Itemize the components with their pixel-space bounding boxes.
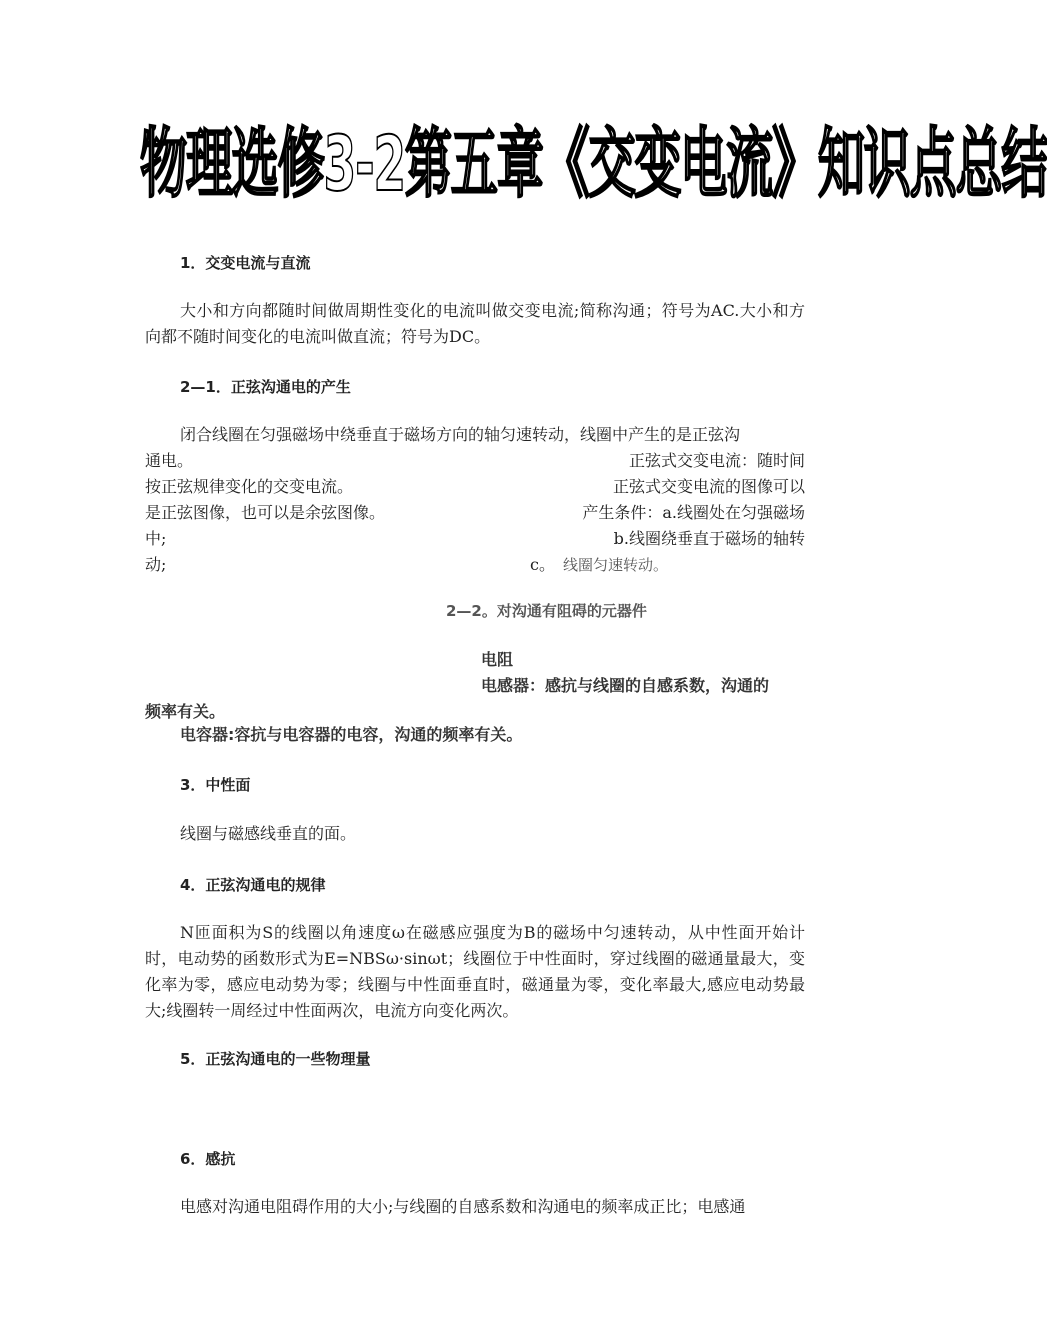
- section-2-1-line2: [145, 448, 805, 474]
- line6-c: c。: [530, 555, 555, 574]
- line2-right: 正弦式交变电流：随时间: [628, 451, 805, 470]
- line5-left: 中;: [145, 529, 167, 548]
- resistor-label: 电阻: [481, 650, 514, 669]
- section-1-heading: 1．交变电流与直流: [180, 254, 311, 272]
- inductor-line1: 电感器：感抗与线圈的自感系数，沟通的: [481, 676, 770, 695]
- section-5-heading: 5．正弦沟通电的一些物理量: [180, 1050, 371, 1068]
- section-2-1-heading: 2—1．正弦沟通电的产生: [180, 378, 351, 396]
- section-2-1-line4: [145, 500, 805, 526]
- line3-right: 正弦式交变电流的图像可以: [612, 477, 805, 496]
- section-2-2-heading: 2—2。对沟通有阻碍的元器件: [446, 602, 647, 620]
- section-4-body: N匝面积为S的线圈以角速度ω在磁感应强度为B的磁场中匀速转动，从中性面开始计时，电动势的函数形式为E=NBSω·sinωt；线圈位于中性面时，穿过线圈的磁通量最大，变化率为零，感应电动势为零；线圈与中性面垂直时，磁通量为零，变化率最大,感应电动势最大;线圈转一周经过中性面两次，电流方向变化两次。: [145, 923, 805, 1020]
- page-title: 物理选修3-2第五章《交变电流》知识点总结: [140, 119, 1047, 208]
- section-4-heading: 4．正弦沟通电的规律: [180, 876, 326, 894]
- line2-left: 通电。: [145, 451, 194, 470]
- section-1-body: 大小和方向都随时间做周期性变化的电流叫做交变电流;简称沟通；符号为AC.大小和方向都不随时间变化的电流叫做直流；符号为DC。: [145, 301, 805, 346]
- section-2-1-line1: 闭合线圈在匀强磁场中绕垂直于磁场方向的轴匀速转动，线圈中产生的是正弦沟: [180, 425, 741, 444]
- line3-left: 按正弦规律变化的交变电流。: [145, 477, 354, 496]
- section-2-1-line6: [145, 552, 805, 578]
- section-2-1-line3: [145, 474, 805, 500]
- line4-left: 是正弦图像，也可以是余弦图像。: [145, 503, 386, 522]
- line4-right: 产生条件：a.线圈处在匀强磁场: [582, 503, 805, 522]
- section-6-heading: 6．感抗: [180, 1150, 236, 1168]
- capacitor-line: 电容器:容抗与电容器的电容，沟通的频率有关。: [180, 725, 523, 744]
- section-3-heading: 3．中性面: [180, 776, 251, 794]
- line5-right: b.线圈绕垂直于磁场的轴转: [613, 529, 805, 548]
- line6-left: 动;: [145, 555, 167, 574]
- section-6-body: 电感对沟通电阻碍作用的大小;与线圈的自感系数和沟通电的频率成正比；电感通: [180, 1197, 746, 1216]
- section-2-1-line5: [145, 526, 805, 552]
- section-3-body: 线圈与磁感线垂直的面。: [180, 824, 357, 843]
- line6-right: 线圈匀速转动。: [563, 556, 669, 574]
- inductor-line2: 频率有关。: [145, 702, 226, 721]
